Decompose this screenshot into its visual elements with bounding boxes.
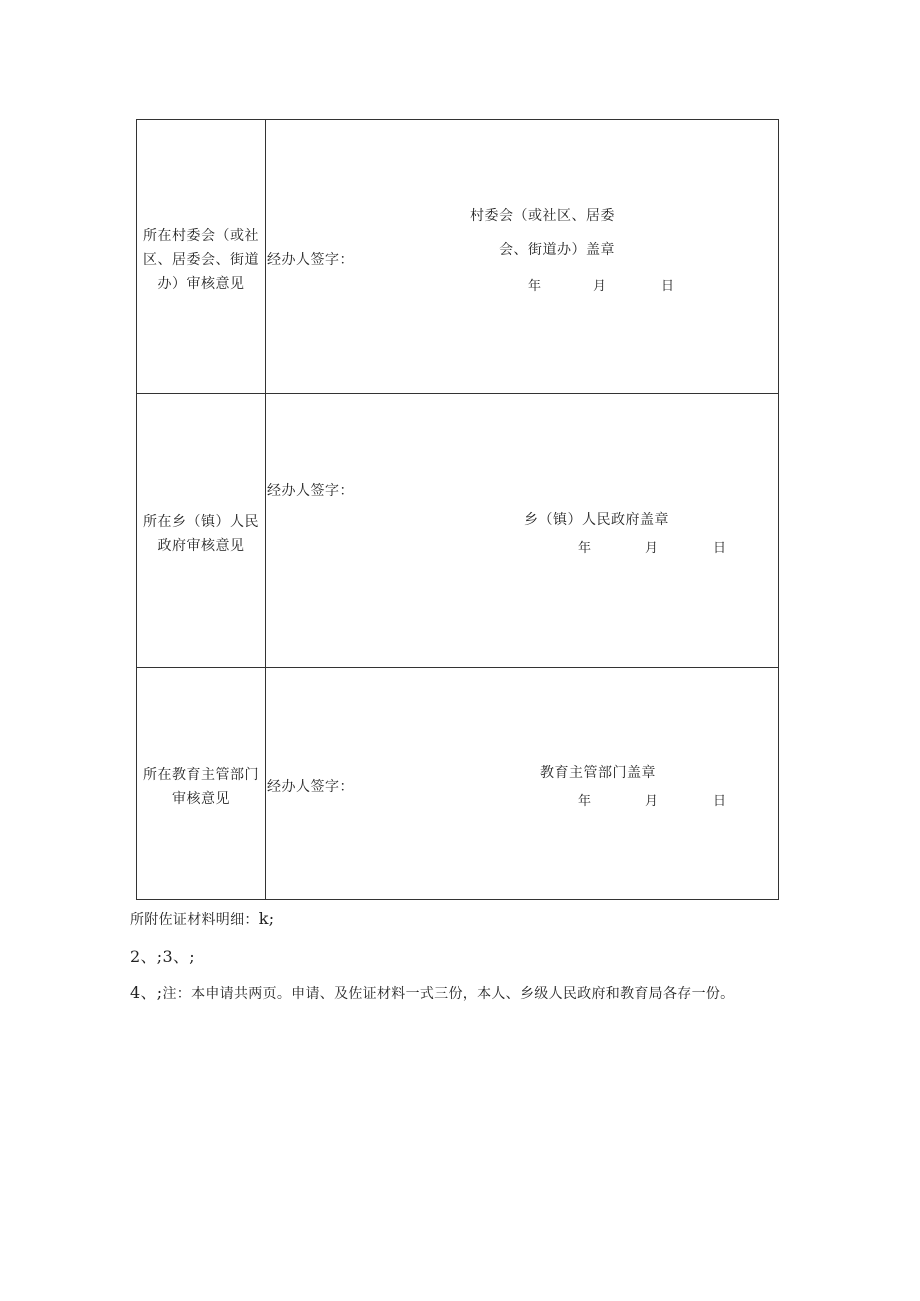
date-day: 日 (713, 794, 727, 809)
stamp-label-line: 教育主管部门盖章 (540, 765, 656, 781)
attachments-item-number: 4、; (130, 983, 163, 1002)
stamp-label-line: 会、街道办）盖章 (499, 242, 615, 258)
label-line: 办）审核意见 (157, 276, 245, 292)
stamp-label-line: 村委会（或社区、居委 (470, 208, 615, 224)
column-divider (265, 120, 266, 899)
date-month: 月 (645, 794, 659, 809)
row-divider (137, 393, 778, 394)
attachments-line-3 (130, 980, 734, 1003)
label-line: 所在乡（镇）人民 (143, 514, 259, 530)
date-day: 日 (713, 541, 727, 556)
label-line: 审核意见 (172, 791, 230, 807)
stamp-label-line: 乡（镇）人民政府盖章 (524, 512, 669, 528)
attachments-items: 2、;3、; (130, 947, 195, 966)
village-committee-review-label (137, 224, 265, 296)
attachments-line-2 (130, 944, 195, 967)
note-text: 注：本申请共两页。申请、及佐证材料一式三份，本人、乡级人民政府和教育局各存一份。 (162, 986, 735, 1002)
date-year: 年 (578, 541, 592, 556)
signer-field[interactable]: 经办人签字： (267, 252, 354, 268)
label-line: 所在村委会（或社 (143, 228, 259, 244)
signer-field[interactable]: 经办人签字： (267, 483, 354, 499)
date-month: 月 (645, 541, 659, 556)
label-line: 区、居委会、街道 (143, 252, 259, 268)
date-month: 月 (593, 279, 607, 294)
date-year: 年 (578, 794, 592, 809)
attachments-label: 所附佐证材料明细： (130, 912, 259, 928)
signer-field[interactable]: 经办人签字： (267, 779, 354, 795)
township-government-review-label (137, 510, 265, 558)
review-table (136, 119, 779, 900)
attachments-line (130, 909, 274, 929)
attachments-item: k; (258, 909, 275, 928)
label-line: 政府审核意见 (157, 538, 245, 554)
date-day: 日 (661, 279, 675, 294)
label-line: 所在教育主管部门 (143, 767, 259, 783)
row-divider (137, 667, 778, 668)
education-department-review-label (137, 763, 265, 811)
date-year: 年 (528, 279, 542, 294)
